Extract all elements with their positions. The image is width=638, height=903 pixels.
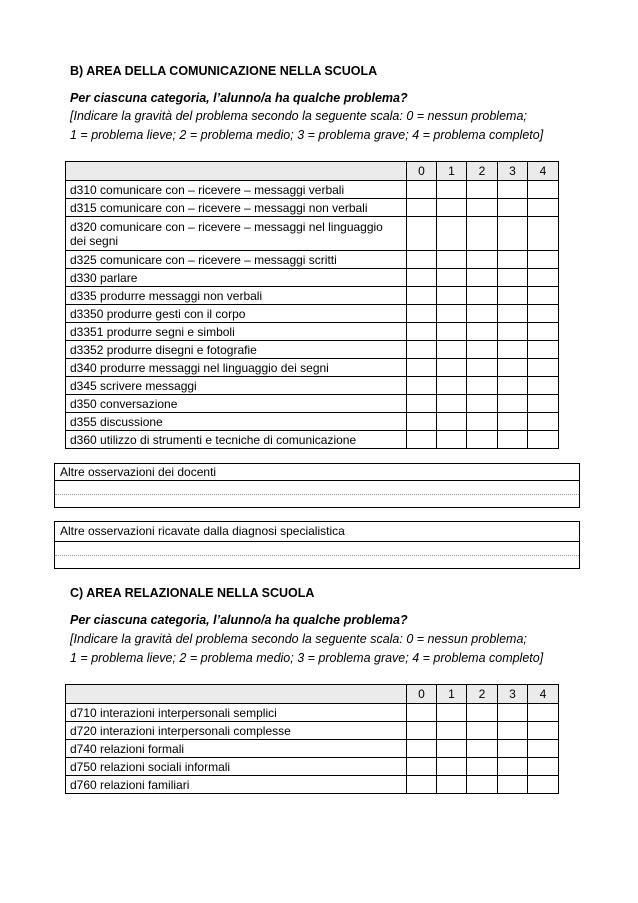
- category-label: d320 comunicare con – ricevere – messaggi nel linguaggio dei segni: [66, 217, 407, 251]
- severity-cell-4[interactable]: [528, 395, 559, 413]
- severity-cell-3[interactable]: [498, 431, 528, 449]
- relational-table: [65, 684, 559, 794]
- table-row: [66, 181, 559, 199]
- severity-cell-1[interactable]: [437, 305, 467, 323]
- category-label: d3350 produrre gesti con il corpo: [66, 305, 407, 323]
- severity-cell-2[interactable]: [467, 269, 498, 287]
- severity-cell-1[interactable]: [437, 395, 467, 413]
- severity-cell-1[interactable]: [437, 251, 467, 269]
- severity-header-1: 1: [437, 162, 467, 181]
- severity-cell-1[interactable]: [437, 776, 467, 794]
- severity-cell-4[interactable]: [528, 722, 559, 740]
- severity-cell-0[interactable]: [407, 199, 437, 217]
- severity-cell-2[interactable]: [467, 287, 498, 305]
- severity-header-2: 2: [467, 685, 498, 704]
- section-c-scale-line1: [Indicare la gravità del problema secondo la seguente scala: 0 = nessun problema;: [70, 632, 527, 646]
- table-row: [66, 251, 559, 269]
- severity-cell-3[interactable]: [498, 758, 528, 776]
- severity-cell-0[interactable]: [407, 704, 437, 722]
- table-row: [66, 740, 559, 758]
- severity-cell-2[interactable]: [467, 341, 498, 359]
- category-label: d315 comunicare con – ricevere – messaggi non verbali: [66, 199, 407, 217]
- section-c-scale-line2: 1 = problema lieve; 2 = problema medio; 3 = problema grave; 4 = problema completo]: [70, 651, 544, 665]
- severity-cell-3[interactable]: [498, 395, 528, 413]
- severity-header-0: 0: [407, 162, 437, 181]
- table-row: [66, 377, 559, 395]
- severity-cell-1[interactable]: [437, 740, 467, 758]
- severity-cell-1[interactable]: [437, 758, 467, 776]
- category-label: d325 comunicare con – ricevere – messaggi scritti: [66, 251, 407, 269]
- table-row: [66, 323, 559, 341]
- severity-cell-3[interactable]: [498, 181, 528, 199]
- observations-teachers-box: [54, 463, 580, 508]
- severity-cell-1[interactable]: [437, 287, 467, 305]
- severity-cell-2[interactable]: [467, 758, 498, 776]
- severity-cell-0[interactable]: [407, 359, 437, 377]
- severity-cell-3[interactable]: [498, 269, 528, 287]
- severity-cell-0[interactable]: [407, 431, 437, 449]
- severity-cell-3[interactable]: [498, 199, 528, 217]
- observations-teachers-label: Altre osservazioni dei docenti: [55, 464, 579, 481]
- severity-cell-2[interactable]: [467, 722, 498, 740]
- table-header-row: [66, 685, 559, 704]
- severity-cell-0[interactable]: [407, 269, 437, 287]
- severity-cell-3[interactable]: [498, 287, 528, 305]
- severity-cell-2[interactable]: [467, 776, 498, 794]
- severity-cell-1[interactable]: [437, 359, 467, 377]
- severity-cell-0[interactable]: [407, 305, 437, 323]
- severity-cell-3[interactable]: [498, 377, 528, 395]
- category-label: d760 relazioni familiari: [66, 776, 407, 794]
- severity-cell-2[interactable]: [467, 704, 498, 722]
- severity-cell-0[interactable]: [407, 181, 437, 199]
- severity-cell-0[interactable]: [407, 323, 437, 341]
- category-label: d335 produrre messaggi non verbali: [66, 287, 407, 305]
- table-row: [66, 413, 559, 431]
- severity-cell-4[interactable]: [528, 341, 559, 359]
- severity-cell-4[interactable]: [528, 199, 559, 217]
- severity-cell-4[interactable]: [528, 413, 559, 431]
- table-row: [66, 758, 559, 776]
- category-label: d345 scrivere messaggi: [66, 377, 407, 395]
- severity-cell-1[interactable]: [437, 377, 467, 395]
- severity-cell-3[interactable]: [498, 704, 528, 722]
- observations-diagnosis-line[interactable]: [55, 542, 579, 556]
- category-label: d340 produrre messaggi nel linguaggio dei segni: [66, 359, 407, 377]
- severity-cell-4[interactable]: [528, 431, 559, 449]
- severity-cell-1[interactable]: [437, 323, 467, 341]
- severity-cell-3[interactable]: [498, 722, 528, 740]
- severity-cell-3[interactable]: [498, 305, 528, 323]
- severity-cell-1[interactable]: [437, 722, 467, 740]
- table-row: [66, 199, 559, 217]
- category-label: d310 comunicare con – ricevere – messaggi verbali: [66, 181, 407, 199]
- severity-cell-3[interactable]: [498, 776, 528, 794]
- severity-cell-4[interactable]: [528, 217, 559, 251]
- severity-cell-1[interactable]: [437, 704, 467, 722]
- severity-cell-2[interactable]: [467, 740, 498, 758]
- severity-cell-2[interactable]: [467, 217, 498, 251]
- table-row: [66, 341, 559, 359]
- table-row: [66, 722, 559, 740]
- table-row: [66, 359, 559, 377]
- severity-header-3: 3: [498, 162, 528, 181]
- severity-cell-4[interactable]: [528, 181, 559, 199]
- severity-cell-4[interactable]: [528, 287, 559, 305]
- table-row: [66, 287, 559, 305]
- table-row: [66, 395, 559, 413]
- severity-cell-0[interactable]: [407, 287, 437, 305]
- section-b-title: B) AREA DELLA COMUNICAZIONE NELLA SCUOLA: [70, 64, 378, 78]
- severity-cell-0[interactable]: [407, 341, 437, 359]
- severity-cell-3[interactable]: [498, 251, 528, 269]
- severity-cell-1[interactable]: [437, 181, 467, 199]
- table-row: [66, 431, 559, 449]
- observations-teachers-line[interactable]: [55, 481, 579, 495]
- table-header-row: [66, 162, 559, 181]
- severity-cell-2[interactable]: [467, 199, 498, 217]
- severity-cell-4[interactable]: [528, 758, 559, 776]
- table-row: [66, 217, 559, 251]
- severity-cell-0[interactable]: [407, 251, 437, 269]
- severity-cell-3[interactable]: [498, 217, 528, 251]
- severity-cell-2[interactable]: [467, 251, 498, 269]
- header-blank-cell: [66, 162, 407, 181]
- severity-cell-2[interactable]: [467, 395, 498, 413]
- severity-cell-1[interactable]: [437, 341, 467, 359]
- table-row: [66, 305, 559, 323]
- severity-header-2: 2: [467, 162, 498, 181]
- table-row: [66, 704, 559, 722]
- severity-cell-3[interactable]: [498, 413, 528, 431]
- severity-cell-0[interactable]: [407, 758, 437, 776]
- severity-cell-0[interactable]: [407, 377, 437, 395]
- section-b-scale-line1: [Indicare la gravità del problema secondo la seguente scala: 0 = nessun problema;: [70, 109, 527, 123]
- category-label: d330 parlare: [66, 269, 407, 287]
- severity-cell-3[interactable]: [498, 323, 528, 341]
- section-c-title: C) AREA RELAZIONALE NELLA SCUOLA: [70, 586, 315, 600]
- severity-cell-4[interactable]: [528, 269, 559, 287]
- severity-cell-3[interactable]: [498, 740, 528, 758]
- severity-cell-1[interactable]: [437, 217, 467, 251]
- category-label: d3352 produrre disegni e fotografie: [66, 341, 407, 359]
- severity-cell-0[interactable]: [407, 395, 437, 413]
- severity-cell-2[interactable]: [467, 413, 498, 431]
- severity-cell-3[interactable]: [498, 359, 528, 377]
- severity-cell-3[interactable]: [498, 341, 528, 359]
- severity-cell-4[interactable]: [528, 305, 559, 323]
- severity-header-4: 4: [528, 162, 559, 181]
- severity-cell-0[interactable]: [407, 217, 437, 251]
- observations-diagnosis-box: [54, 521, 580, 569]
- severity-cell-4[interactable]: [528, 323, 559, 341]
- severity-cell-2[interactable]: [467, 305, 498, 323]
- observations-diagnosis-label: Altre osservazioni ricavate dalla diagnosi specialistica: [55, 522, 579, 542]
- severity-cell-4[interactable]: [528, 704, 559, 722]
- category-label: d3351 produrre segni e simboli: [66, 323, 407, 341]
- severity-cell-2[interactable]: [467, 431, 498, 449]
- severity-cell-0[interactable]: [407, 776, 437, 794]
- category-label: d750 relazioni sociali informali: [66, 758, 407, 776]
- table-row: [66, 776, 559, 794]
- section-c-question: Per ciascuna categoria, l’alunno/a ha qualche problema?: [70, 613, 408, 627]
- severity-cell-0[interactable]: [407, 740, 437, 758]
- severity-cell-4[interactable]: [528, 740, 559, 758]
- category-label: d350 conversazione: [66, 395, 407, 413]
- severity-cell-4[interactable]: [528, 776, 559, 794]
- severity-cell-4[interactable]: [528, 251, 559, 269]
- header-blank-cell: [66, 685, 407, 704]
- category-label: d740 relazioni formali: [66, 740, 407, 758]
- severity-header-0: 0: [407, 685, 437, 704]
- severity-cell-2[interactable]: [467, 359, 498, 377]
- severity-cell-2[interactable]: [467, 377, 498, 395]
- severity-cell-2[interactable]: [467, 323, 498, 341]
- category-label: d710 interazioni interpersonali semplici: [66, 704, 407, 722]
- severity-cell-4[interactable]: [528, 359, 559, 377]
- severity-cell-2[interactable]: [467, 181, 498, 199]
- severity-header-4: 4: [528, 685, 559, 704]
- section-b-scale-line2: 1 = problema lieve; 2 = problema medio; 3 = problema grave; 4 = problema completo]: [70, 128, 544, 142]
- severity-cell-0[interactable]: [407, 413, 437, 431]
- severity-cell-1[interactable]: [437, 431, 467, 449]
- severity-cell-4[interactable]: [528, 377, 559, 395]
- category-label: d360 utilizzo di strumenti e tecniche di comunicazione: [66, 431, 407, 449]
- table-row: [66, 269, 559, 287]
- severity-header-1: 1: [437, 685, 467, 704]
- communication-table: [65, 161, 559, 449]
- category-label: d720 interazioni interpersonali complesse: [66, 722, 407, 740]
- severity-cell-1[interactable]: [437, 199, 467, 217]
- category-label: d355 discussione: [66, 413, 407, 431]
- section-b-question: Per ciascuna categoria, l’alunno/a ha qualche problema?: [70, 91, 408, 105]
- severity-header-3: 3: [498, 685, 528, 704]
- severity-cell-1[interactable]: [437, 269, 467, 287]
- severity-cell-0[interactable]: [407, 722, 437, 740]
- severity-cell-1[interactable]: [437, 413, 467, 431]
